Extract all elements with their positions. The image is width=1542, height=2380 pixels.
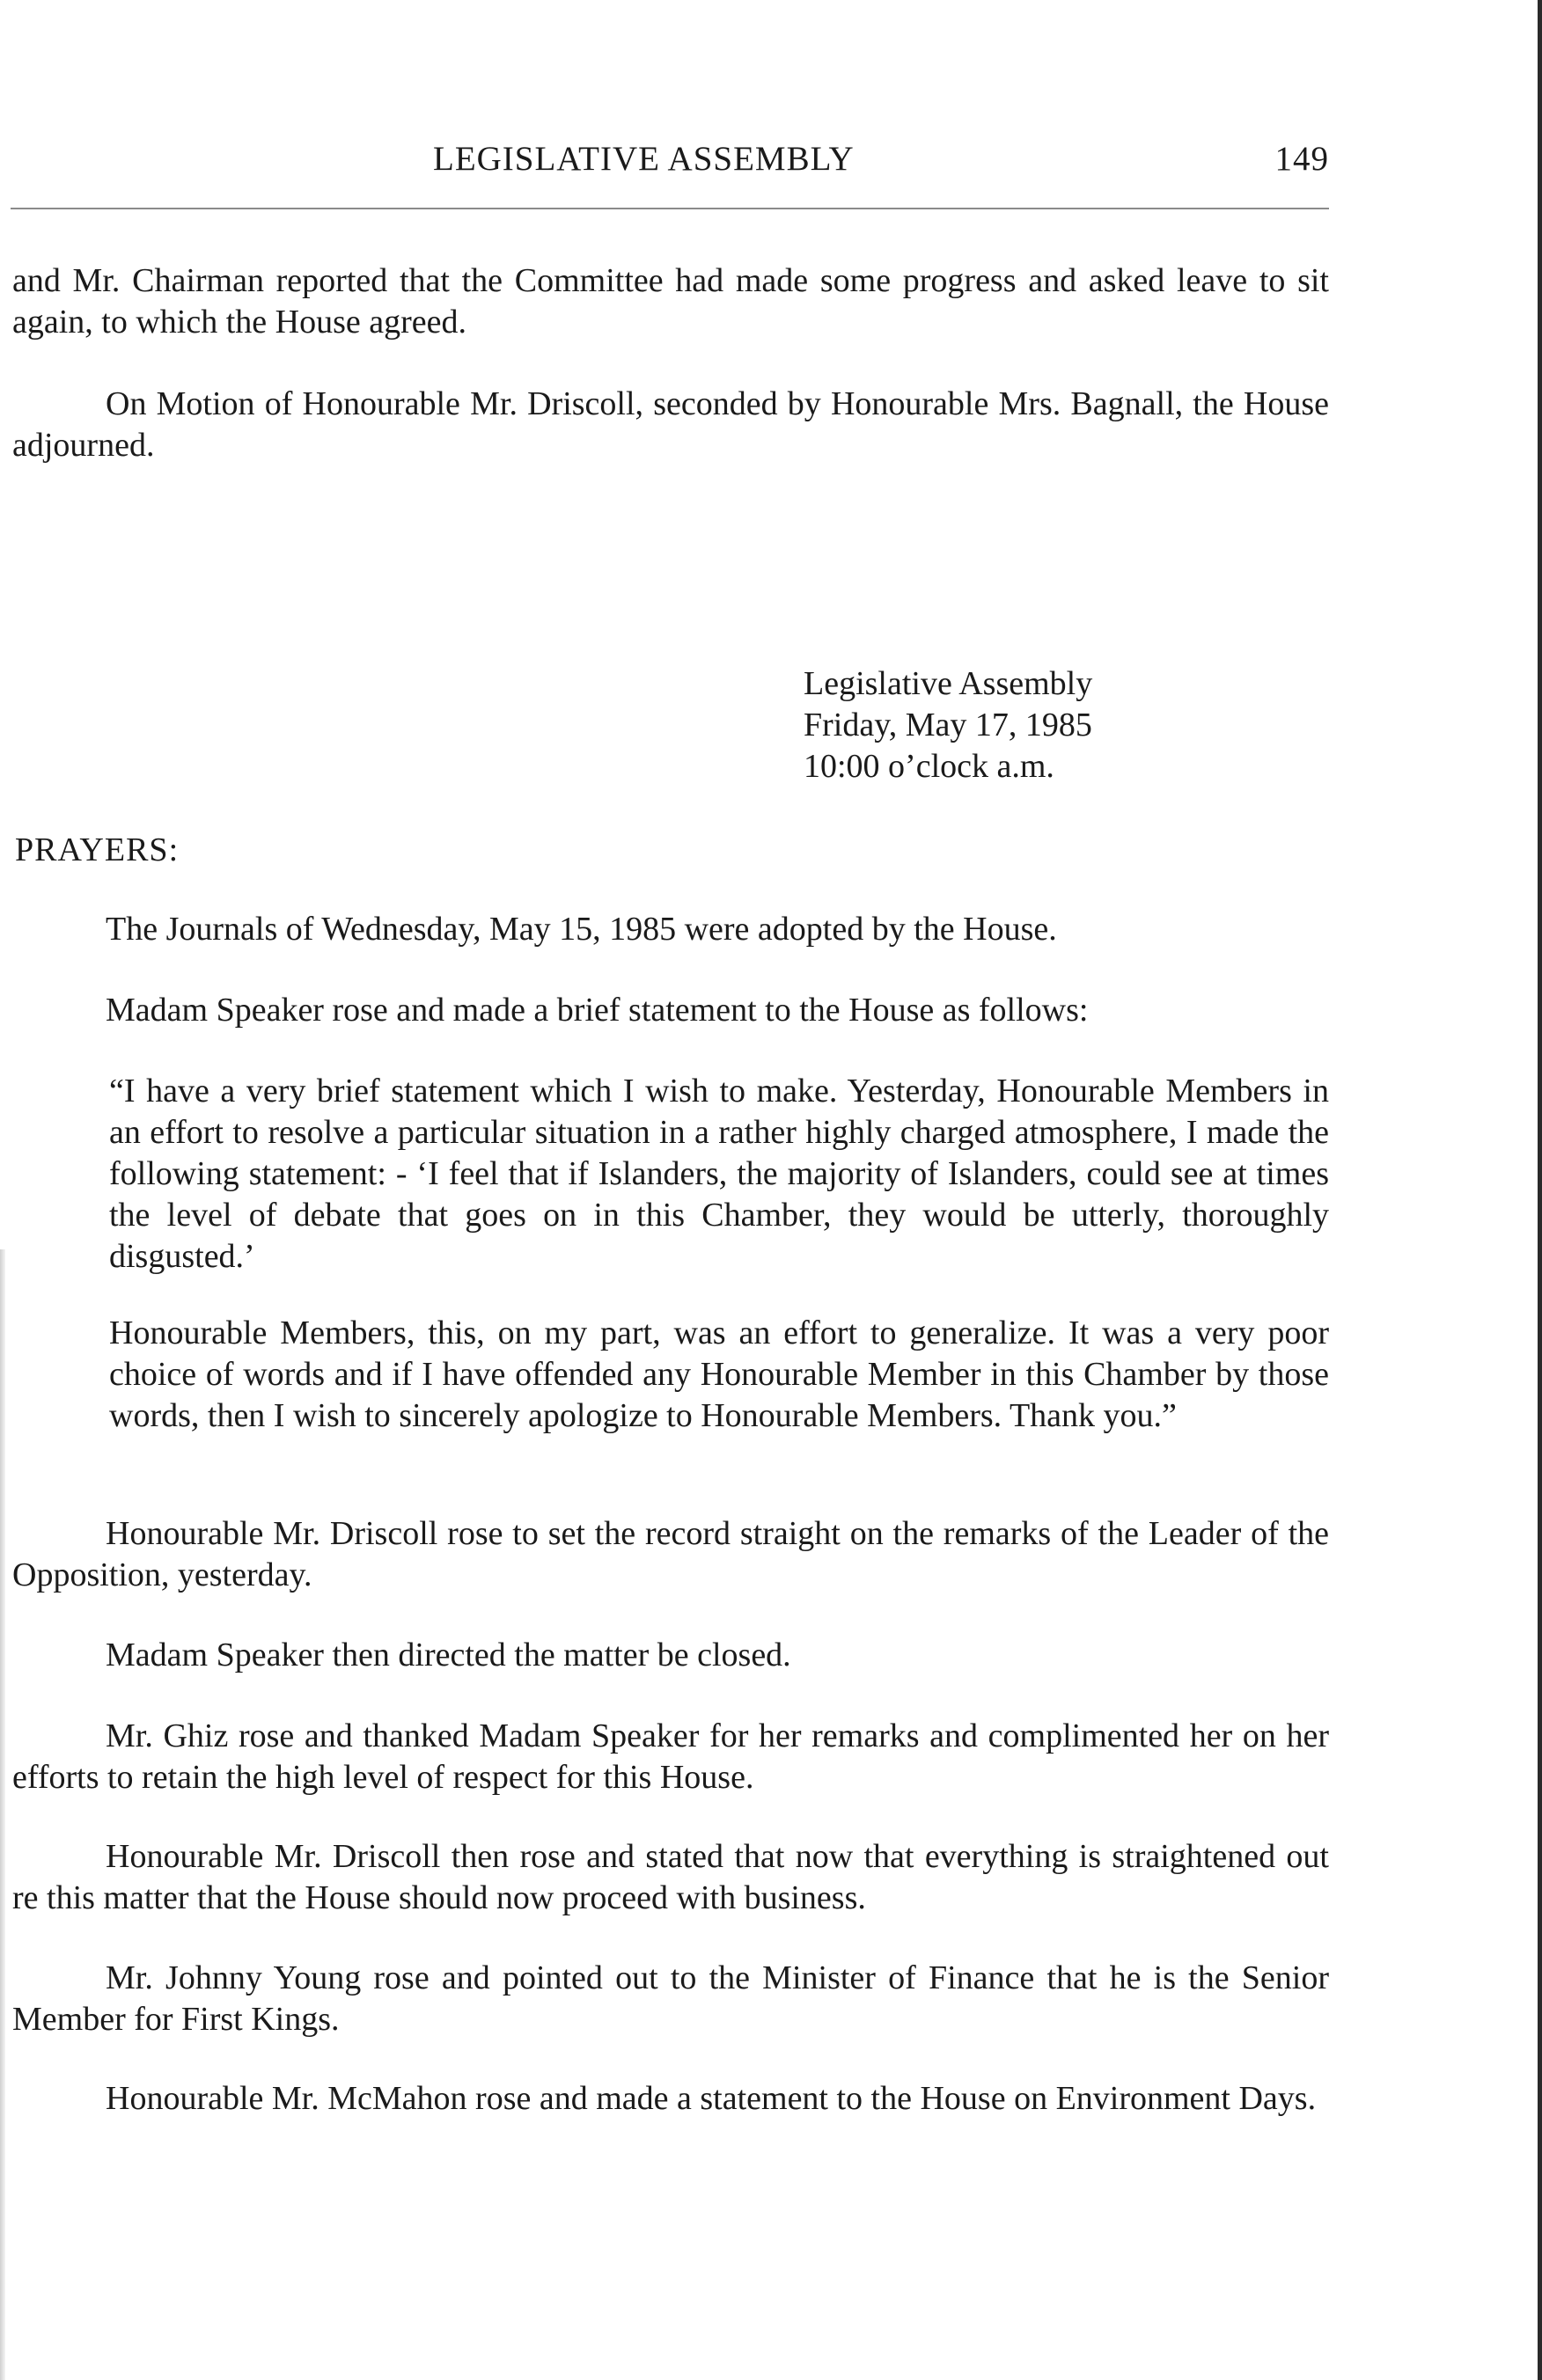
paragraph-journals: The Journals of Wednesday, May 15, 1985 were adopted by the House. [106,911,1057,948]
paragraph-speaker-closed: Madam Speaker then directed the matter be closed. [106,1637,791,1673]
paragraph-ghiz: Mr. Ghiz rose and thanked Madam Speaker for her remarks and complimented her on her efforts to retain the high level of respect for this House. [12,1717,1329,1796]
session-heading [804,663,1092,787]
quote-statement-part1: “I have a very brief statement which I wish to make. Yesterday, Honourable Members in an effort to resolve a particular situation in a rather highly charged atmosphere, I made the following statement: - ‘I feel that if Islanders, the majority of Islanders, could see at times the level of debate that goes on in this Chamber, they would be utterly, thoroughly disgusted.’ [109,1073,1329,1275]
scan-edge-right [1538,0,1542,2380]
prayers-heading: PRAYERS: [15,831,180,868]
paragraph-driscoll-record: Honourable Mr. Driscoll rose to set the record straight on the remarks of the Leader of the Opposition, yesterday. [12,1515,1329,1593]
quote-statement-part2: Honourable Members, this, on my part, was an effort to generalize. It was a very poor choice of words and if I have offended any Honourable Member in this Chamber by those words, then I wish to sincerely apologize to Honourable Members. Thank you.” [109,1314,1329,1434]
page-header [0,139,1329,188]
paragraph-mcmahon: Honourable Mr. McMahon rose and made a statement to the House on Environment Days. [106,2080,1317,2117]
paragraph-committee-report: and Mr. Chairman reported that the Committee had made some progress and asked leave to sit again, to which the House agreed. [12,262,1329,341]
paragraph-speaker-rose: Madam Speaker rose and made a brief statement to the House as follows: [106,992,1089,1029]
paragraph-young: Mr. Johnny Young rose and pointed out to the Minister of Finance that he is the Senior Member for First Kings. [12,1959,1329,2038]
session-time: 10:00 o’clock a.m. [804,748,1054,785]
paragraph-adjournment: On Motion of Honourable Mr. Driscoll, seconded by Honourable Mrs. Bagnall, the House adjourned. [12,385,1329,464]
session-body-name: Legislative Assembly [804,665,1093,702]
scan-edge-left [0,1249,5,2380]
paragraph-driscoll-business: Honourable Mr. Driscoll then rose and stated that now that everything is straightened out re this matter that the House should now proceed with business. [12,1838,1329,1916]
running-title: LEGISLATIVE ASSEMBLY [433,140,855,178]
page-number: 149 [1274,140,1329,178]
header-rule [11,208,1329,209]
session-date: Friday, May 17, 1985 [804,707,1092,743]
